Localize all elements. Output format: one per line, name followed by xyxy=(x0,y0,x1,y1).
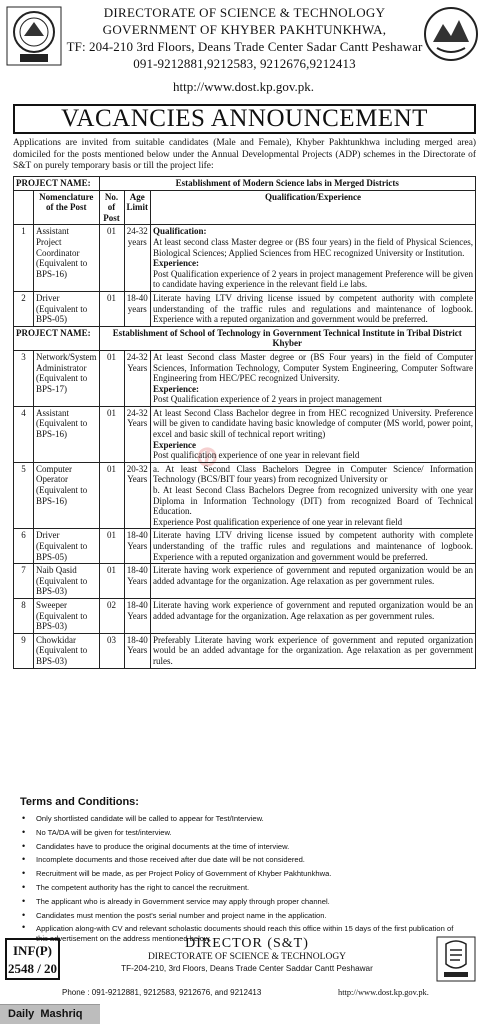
row-post: Driver (Equivalent to BPS-05) xyxy=(34,291,100,326)
kp-government-emblem-icon xyxy=(423,6,479,64)
row-no: 01 xyxy=(99,291,124,326)
table-header xyxy=(14,190,476,225)
phone-numbers: 091-9212881,9212583, 9212676,9212413 xyxy=(133,56,356,71)
list-item: • Incomplete documents and those received after due date will be not considered. xyxy=(22,853,467,867)
table-row xyxy=(14,529,476,564)
qual-text-b: b. At least Second Class Bachelors Degree from recognized university with one year Diploma in Information Technology (DIT) from recognized Board of Technical Education. xyxy=(153,485,473,517)
table-row xyxy=(14,406,476,462)
footer-directorate: DIRECTORATE OF SCIENCE & TECHNOLOGY xyxy=(147,952,347,962)
row-no: 01 xyxy=(99,462,124,529)
table-row xyxy=(14,291,476,326)
row-post: Naib Qasid (Equivalent to BPS-03) xyxy=(34,564,100,599)
row-sn: 1 xyxy=(14,225,34,292)
website-url: http://www.dost.kp.gov.pk. xyxy=(173,79,314,94)
project-label: PROJECT NAME: xyxy=(14,177,100,191)
inf-reference xyxy=(5,938,60,980)
row-qual: Preferably Literate having work experience of government and reputed organization would be an added advantage for the organization. Age relaxation as per government rules. xyxy=(151,633,476,668)
footer-signature xyxy=(62,936,432,974)
exp-text: Post Qualification experience of 2 years in project management xyxy=(153,394,382,405)
row-no: 01 xyxy=(99,529,124,564)
project-name: Establishment of Modern Science labs in Merged Districts xyxy=(99,177,476,191)
row-age: 18-40 Years xyxy=(124,564,151,599)
row-post: Computer Operator (Equivalent to BPS-16) xyxy=(34,462,100,529)
table-row xyxy=(14,633,476,668)
watermark-icon: ⊘ xyxy=(188,437,226,476)
table-row xyxy=(14,350,476,406)
list-item: • Application along-with CV and relevant scholastic documents should reach this office within 15 days of the first publication of this advertisement on the address mentioned below. xyxy=(22,922,467,944)
row-no: 01 xyxy=(99,225,124,292)
title-text: VACANCIES ANNOUNCEMENT xyxy=(61,105,428,132)
qual-text: At least Second class Master degree or (BS Four years) in the field of Computer Sciences, Information Technology, Computer System Engineering, Computer Software Engineering from HEC/PEC recognized University. xyxy=(153,351,473,384)
newspaper-name: Daily Mashriq xyxy=(0,1004,100,1024)
header-age: Age Limit xyxy=(124,190,151,225)
row-post: Assistant (Equivalent to BPS-16) xyxy=(34,406,100,462)
row-post: Driver (Equivalent to BPS-05) xyxy=(34,529,100,564)
qual-heading: Qualification: xyxy=(153,226,207,237)
row-sn: 7 xyxy=(14,564,34,599)
exp-heading: Experience xyxy=(153,439,196,450)
project-label: PROJECT NAME: xyxy=(14,326,100,350)
inf-code: INF(P) xyxy=(13,943,52,958)
gov-name: GOVERNMENT OF KHYBER PAKHTUNKHWA, xyxy=(102,22,387,37)
row-sn: 2 xyxy=(14,291,34,326)
list-item: • The applicant who is already in Government service may apply through proper channel. xyxy=(22,895,467,909)
table-row xyxy=(14,225,476,292)
row-age: 20-32 Years xyxy=(124,462,151,529)
terms-list xyxy=(22,812,467,944)
row-no: 01 xyxy=(99,406,124,462)
row-qual xyxy=(151,225,476,292)
row-qual xyxy=(151,462,476,529)
qual-text: At least second class Master degree or (BS four years) in the field of Physical Sciences, Biological Sciences; Applied Sciences from HEC recognized University or Institution. xyxy=(153,236,473,258)
list-item: • The competent authority has the right to cancel the recruitment. xyxy=(22,881,467,895)
project-row xyxy=(14,177,476,191)
row-age: 18-40 Years xyxy=(124,529,151,564)
row-no: 03 xyxy=(99,633,124,668)
vacancies-table xyxy=(13,176,476,669)
row-sn: 3 xyxy=(14,350,34,406)
project-row xyxy=(14,326,476,350)
header-qual: Qualification/Experience xyxy=(151,190,476,225)
row-age: 18-40 Years xyxy=(124,598,151,633)
director-title: DIRECTOR (S&T) xyxy=(185,936,309,951)
qual-text: At least Second Class Bachelor degree in from HEC recognized University. Preference will be given to candidate having basic knowledge of computer (MS world, power point, excel and basic skill of technical report writing) xyxy=(153,407,473,440)
list-item: • Candidates must mention the post's serial number and project name in the application. xyxy=(22,909,467,923)
inf-number: 2548 / 20 xyxy=(7,961,58,976)
terms-heading: Terms and Conditions: xyxy=(20,796,139,808)
row-sn: 8 xyxy=(14,598,34,633)
directorate-logo-icon xyxy=(6,6,62,66)
project-name: Establishment of School of Technology in Government Technical Institute in Tribal District Khyber xyxy=(99,326,476,350)
row-age: 18-40 Years xyxy=(124,633,151,668)
row-sn: 4 xyxy=(14,406,34,462)
row-sn: 5 xyxy=(14,462,34,529)
table-row xyxy=(14,462,476,529)
table-row xyxy=(14,598,476,633)
address: TF: 204-210 3rd Floors, Deans Trade Center Sadar Cantt Peshawar xyxy=(66,39,423,54)
header-nomenclature: Nomenclature of the Post xyxy=(34,190,100,225)
row-post: Network/System Administrator (Equivalent to BPS-17) xyxy=(34,350,100,406)
row-qual: Literate having work experience of government and reputed organization would be an added advantage for the organization. Age relaxation as per government rules. xyxy=(151,598,476,633)
row-post: Assistant Project Coordinator (Equivalent to BPS-16) xyxy=(34,225,100,292)
row-post: Chowkidar (Equivalent to BPS-03) xyxy=(34,633,100,668)
row-age: 24-32 Years xyxy=(124,350,151,406)
page-title xyxy=(13,104,476,134)
exp-text: Post qualification experience of one year in relevant field xyxy=(153,450,360,461)
exp-heading: Experience: xyxy=(153,258,199,269)
list-item: • Candidates have to produce the original documents at the time of interview. xyxy=(22,840,467,854)
exp-text: Post Qualification experience of 2 years in project management Preference will be given to candidate having experience in the relevant field i.e labs. xyxy=(153,268,473,290)
row-no: 01 xyxy=(99,564,124,599)
footer-phone: Phone : 091-9212881, 9212583, 9212676, and 9212413 xyxy=(62,988,262,997)
row-post: Sweeper (Equivalent to BPS-03) xyxy=(34,598,100,633)
row-qual: Literate having LTV driving license issued by competent authority with complete understanding of the traffic rules and regulations and maintenance of logbook. Experience with a reputed organization and government would be preferred. xyxy=(151,529,476,564)
directorate-seal-icon xyxy=(436,936,476,982)
row-sn: 9 xyxy=(14,633,34,668)
list-item: • No TA/DA will be given for test/interview. xyxy=(22,826,467,840)
row-age: 24-32 Years xyxy=(124,406,151,462)
exp-text: Experience Post qualification experience of one year in relevant field xyxy=(153,516,403,527)
footer-address: TF-204-210, 3rd Floors, Deans Trade Center Saddar Cantt Peshawar xyxy=(121,964,373,973)
table-row xyxy=(14,564,476,599)
row-age: 24-32 years xyxy=(124,225,151,292)
row-age: 18-40 years xyxy=(124,291,151,326)
letterhead xyxy=(0,0,487,100)
row-no: 01 xyxy=(99,350,124,406)
row-qual xyxy=(151,350,476,406)
org-name: DIRECTORATE OF SCIENCE & TECHNOLOGY xyxy=(103,5,386,20)
exp-heading: Experience: xyxy=(153,383,199,394)
intro-paragraph: Applications are invited from suitable candidates (Male and Female), Khyber Pakhtunkhwa including merged area) domiciled for the posts mentioned below under the Annual Developmental Projects (ADP) schemes in the Directorate of S&T on purely temporary basis or till the project life: xyxy=(13,138,476,172)
header-sn xyxy=(14,190,34,225)
qual-text-a: a. At least Second Class Bachelors Degree in Computer Science/ Information Technology (BCS/BIT four years) from recognized University or xyxy=(153,463,473,485)
header-no: No. of Post xyxy=(99,190,124,225)
footer-url: http://www.dost.kp.gov.pk. xyxy=(338,988,429,997)
row-qual: Literate having LTV driving license issued by competent authority with complete understanding of the traffic rules and regulations and maintenance of logbook. Experience with a reputed organization and government would be preferred. xyxy=(151,291,476,326)
row-no: 02 xyxy=(99,598,124,633)
list-item: • Only shortlisted candidate will be called to appear for Test/Interview. xyxy=(22,812,467,826)
row-sn: 6 xyxy=(14,529,34,564)
list-item: • Recruitment will be made, as per Project Policy of Government of Khyber Pakhtunkhwa. xyxy=(22,867,467,881)
row-qual xyxy=(151,406,476,462)
row-qual: Literate having work experience of government and reputed organization would be an added advantage for the organization. Age relaxation as per government rules. xyxy=(151,564,476,599)
